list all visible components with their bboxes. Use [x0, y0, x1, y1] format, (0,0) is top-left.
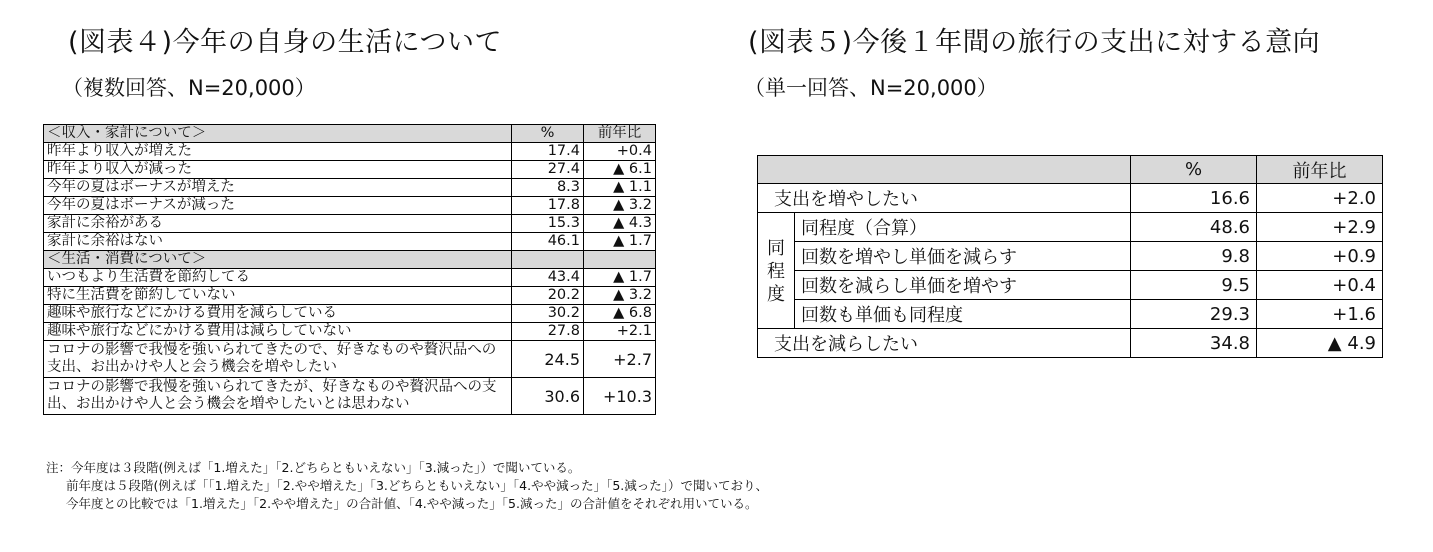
row-pct: 15.3 [512, 215, 584, 233]
column-header-change: 前年比 [1257, 156, 1383, 184]
table-row [758, 213, 1383, 242]
table-row [44, 305, 656, 323]
table-row [758, 271, 1383, 300]
row-change: ▲ 6.1 [584, 161, 656, 179]
table-header-row [758, 156, 1383, 184]
row-change: +1.6 [1257, 300, 1383, 329]
row-change: ▲ 4.9 [1257, 329, 1383, 358]
row-change: +2.0 [1257, 184, 1383, 213]
table-header-row [44, 125, 656, 143]
footnote-line: 今年度との比較では「1.増えた」「2.やや増えた」の合計値、「4.やや減った」「5.減った」の合計値をそれぞれ用いている。 [66, 496, 758, 511]
row-change: ▲ 4.3 [584, 215, 656, 233]
row-pct: 30.6 [512, 378, 584, 415]
row-change: +2.9 [1257, 213, 1383, 242]
table-row [44, 143, 656, 161]
row-label: 家計に余裕はない [44, 233, 512, 251]
table-row [44, 341, 656, 378]
row-label: いつもより生活費を節約してる [44, 269, 512, 287]
row-label: 今年の夏はボーナスが増えた [44, 179, 512, 197]
table-row [44, 161, 656, 179]
row-pct: 29.3 [1131, 300, 1257, 329]
row-label: 特に生活費を節約していない [44, 287, 512, 305]
footnote-line: 注：今年度は３段階(例えば「1.増えた」「2.どちらともいえない」「3.減った」）で聞いている。 [46, 460, 581, 475]
row-pct: 9.8 [1131, 242, 1257, 271]
table-row [44, 215, 656, 233]
table-row [44, 269, 656, 287]
row-change: +2.1 [584, 323, 656, 341]
row-pct: 17.8 [512, 197, 584, 215]
row-pct: 17.4 [512, 143, 584, 161]
section-row [44, 251, 656, 269]
row-pct: 27.4 [512, 161, 584, 179]
row-label: 回数を増やし単価を減らす [795, 242, 1131, 271]
column-header-pct: % [512, 125, 584, 143]
table-row [758, 184, 1383, 213]
column-header-change: 前年比 [584, 125, 656, 143]
fig5-title: (図表５)今後１年間の旅行の支出に対する意向 [748, 27, 1321, 58]
row-change: +0.4 [584, 143, 656, 161]
table-row [44, 233, 656, 251]
row-label: 支出を減らしたい [758, 329, 1131, 358]
row-change: ▲ 1.7 [584, 233, 656, 251]
table-row [44, 179, 656, 197]
column-header-pct: % [1131, 156, 1257, 184]
fig4-table [43, 124, 656, 415]
footnote-line: 前年度は５段階(例えば「「1.増えた」「2.やや増えた」「3.どちらともいえない」「4.やや減った」「5.減った」）で聞いており、 [66, 478, 769, 493]
row-pct: 30.2 [512, 305, 584, 323]
row-label: 趣味や旅行などにかける費用を減らしている [44, 305, 512, 323]
row-pct: 27.8 [512, 323, 584, 341]
table-row [758, 300, 1383, 329]
table-row [758, 242, 1383, 271]
row-label: 支出を増やしたい [758, 184, 1131, 213]
table-row [44, 287, 656, 305]
row-label: 昨年より収入が増えた [44, 143, 512, 161]
table-row [44, 323, 656, 341]
group-label: 同 程 度 [758, 213, 795, 329]
row-label: コロナの影響で我慢を強いられてきたので、好きなものや贅沢品への支出、お出かけや人と会う機会を増やしたい [44, 341, 512, 378]
section-heading-income: ＜収入・家計について＞ [44, 125, 512, 143]
row-change: ▲ 3.2 [584, 197, 656, 215]
row-pct: 9.5 [1131, 271, 1257, 300]
row-change: +0.4 [1257, 271, 1383, 300]
row-label: 家計に余裕がある [44, 215, 512, 233]
row-pct: 8.3 [512, 179, 584, 197]
row-pct: 16.6 [1131, 184, 1257, 213]
row-change: ▲ 3.2 [584, 287, 656, 305]
section-heading-consumption: ＜生活・消費について＞ [44, 251, 512, 269]
row-label: 同程度（合算） [795, 213, 1131, 242]
fig4-title: (図表４)今年の自身の生活について [68, 27, 503, 58]
row-pct: 43.4 [512, 269, 584, 287]
row-change: ▲ 1.1 [584, 179, 656, 197]
row-label: 回数も単価も同程度 [795, 300, 1131, 329]
row-label: 昨年より収入が減った [44, 161, 512, 179]
row-label: コロナの影響で我慢を強いられてきたが、好きなものや贅沢品への支出、お出かけや人と会う機会を増やしたいとは思わない [44, 378, 512, 415]
row-pct: 34.8 [1131, 329, 1257, 358]
row-pct: 24.5 [512, 341, 584, 378]
row-change: +0.9 [1257, 242, 1383, 271]
table-row [758, 329, 1383, 358]
table-row [44, 378, 656, 415]
row-change: ▲ 6.8 [584, 305, 656, 323]
fig4-subtitle: （複数回答、N=20,000） [62, 76, 316, 100]
row-pct: 46.1 [512, 233, 584, 251]
fig5-subtitle: （単一回答、N=20,000） [744, 76, 998, 100]
fig5-table [757, 155, 1383, 358]
row-label: 趣味や旅行などにかける費用は減らしていない [44, 323, 512, 341]
row-label: 今年の夏はボーナスが減った [44, 197, 512, 215]
row-pct: 20.2 [512, 287, 584, 305]
row-pct: 48.6 [1131, 213, 1257, 242]
footnotes [46, 459, 768, 513]
row-change: +2.7 [584, 341, 656, 378]
table-row [44, 197, 656, 215]
row-change: +10.3 [584, 378, 656, 415]
row-change: ▲ 1.7 [584, 269, 656, 287]
row-label: 回数を減らし単価を増やす [795, 271, 1131, 300]
